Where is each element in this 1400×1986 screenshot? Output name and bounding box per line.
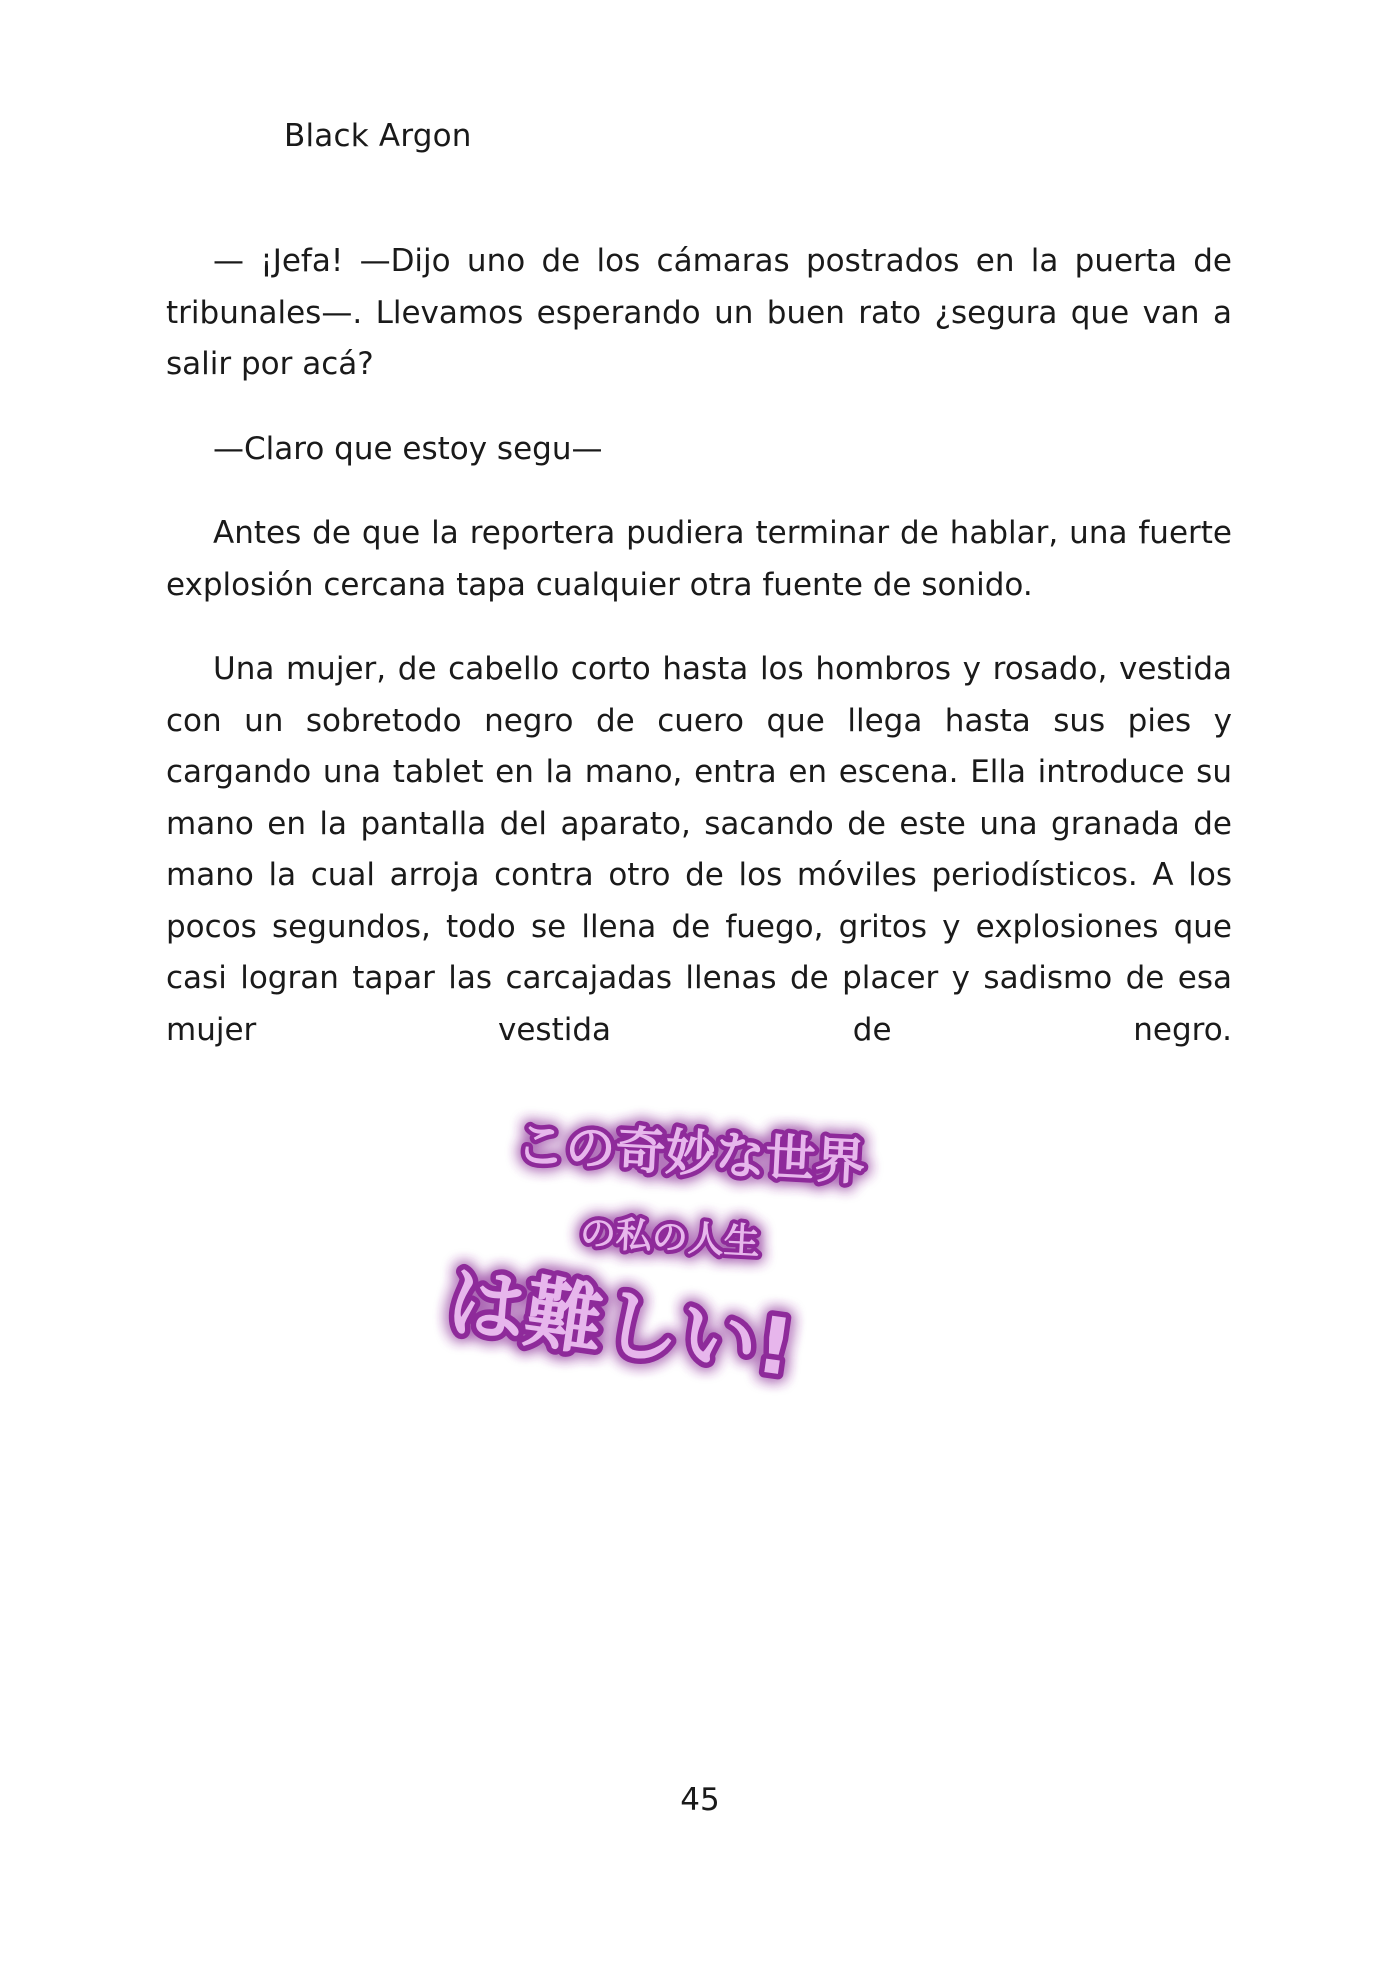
paragraph-dialogue-segu: —Claro que estoy segu— bbox=[213, 430, 603, 467]
title-logo bbox=[420, 1040, 940, 1470]
running-header: Black Argon bbox=[284, 118, 472, 154]
logo-line-3: は難しい! bbox=[441, 1256, 799, 1395]
page-number: 45 bbox=[680, 1782, 720, 1818]
body-text bbox=[166, 236, 1232, 1089]
logo-line-1: この奇妙な世界 bbox=[514, 1115, 867, 1192]
logo-line-2: の私の人生 bbox=[578, 1212, 761, 1264]
paragraph-dialogue-jefa: — ¡Jefa! —Dijo uno de los cámaras postrados en la puerta de tribunales—. Llevamos esperando un buen rato ¿segura que van a salir por acá? bbox=[166, 243, 1232, 382]
paragraph-woman-scene: Una mujer, de cabello corto hasta los hombros y rosado, vestida con un sobretodo negro de cuero que llega hasta sus pies y cargando una tablet en la mano, entra en escena. Ella introduce su mano en la pantalla del aparato, sacando de este una granada de mano la cual arroja contra otro de los móviles periodísticos. A los pocos segundos, todo se llena de fuego, gritos y explosiones que casi logran tapar las carcajadas llenas de placer y sadismo de esa mujer vestida de negro. bbox=[166, 651, 1232, 1048]
paragraph-explosion: Antes de que la reportera pudiera terminar de hablar, una fuerte explosión cercana tapa cualquier otra fuente de sonido. bbox=[166, 515, 1232, 603]
